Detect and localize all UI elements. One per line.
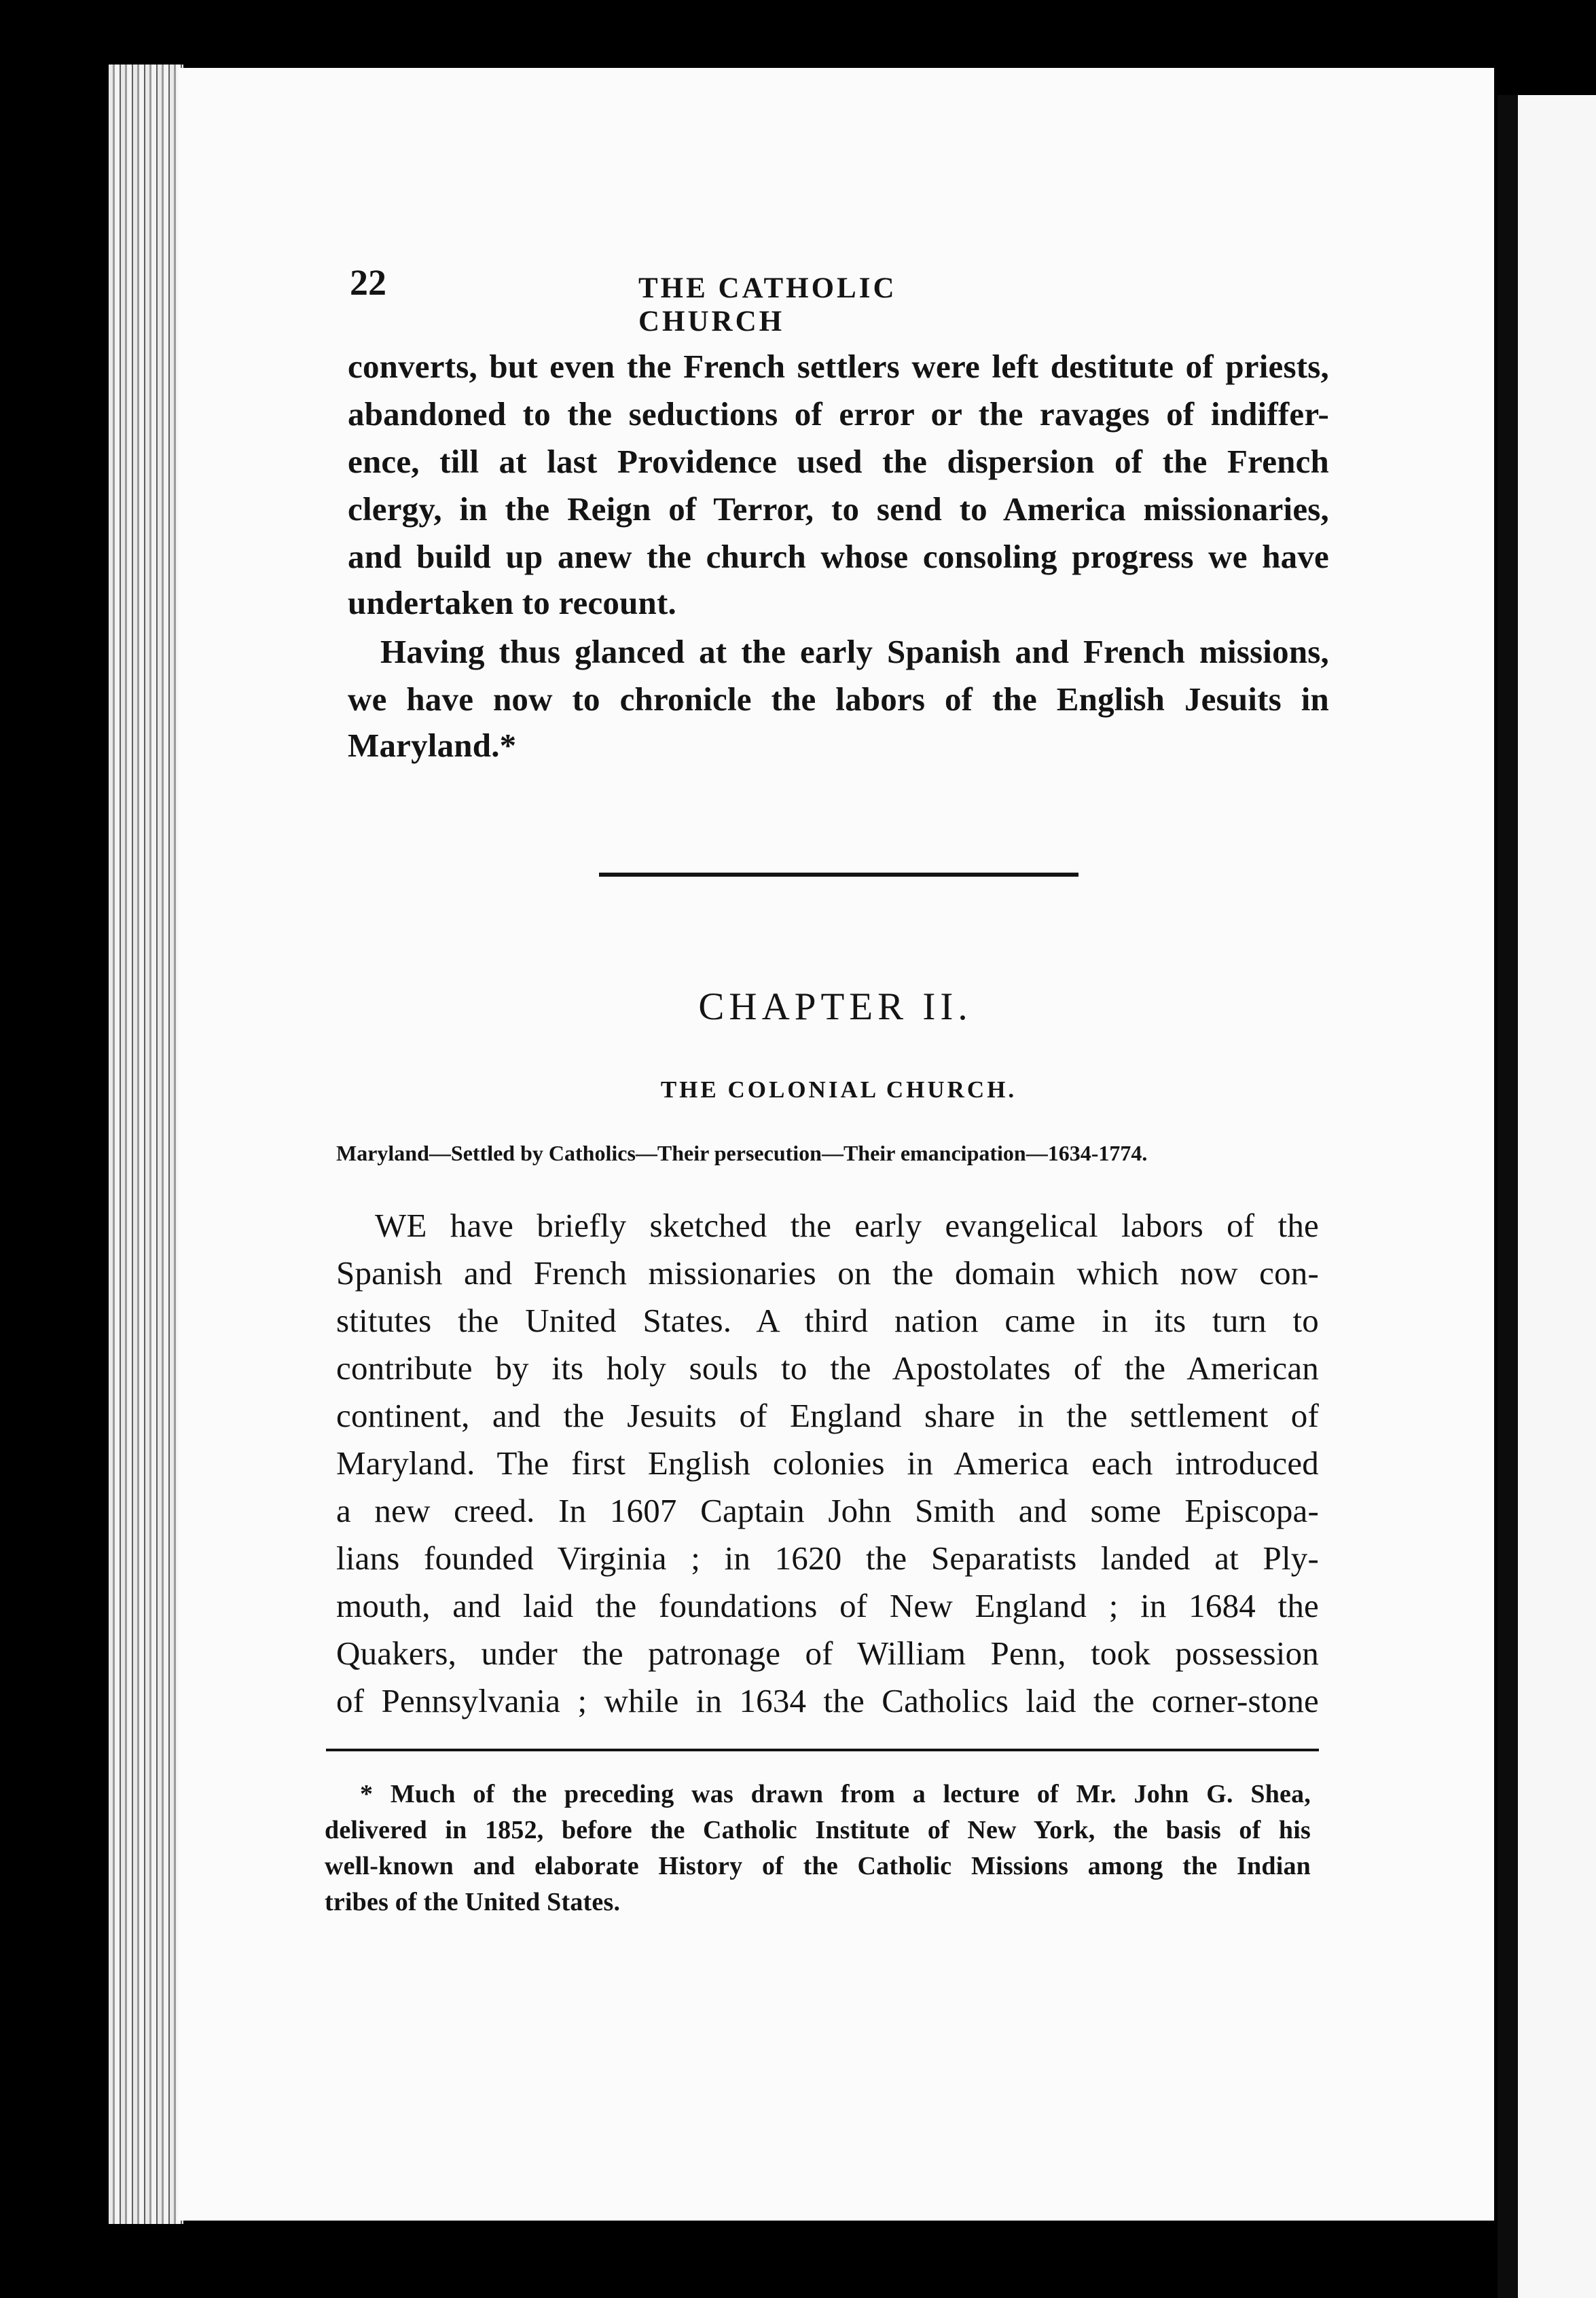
chapter-line: lians founded Virginia ; in 1620 the Separatists landed at Ply-: [336, 1539, 1319, 1577]
closing-line: we have now to chronicle the labors of the English Jesuits in: [348, 680, 1329, 718]
footnote-line: well-known and elaborate History of the Catholic Missions among the Indian: [325, 1852, 1311, 1880]
chapter-line: of Pennsylvania ; while in 1634 the Catholics laid the corner-stone: [336, 1682, 1319, 1719]
intro-line: and build up anew the church whose consoling progress we have: [348, 538, 1329, 575]
closing-line: Maryland.*: [348, 727, 517, 764]
chapter-line: stitutes the United States. A third nation came in its turn to: [336, 1302, 1319, 1339]
chapter-line: WE have briefly sketched the early evangelical labors of the: [375, 1207, 1319, 1244]
intro-line: ence, till at last Providence used the dispersion of the French: [348, 443, 1329, 480]
intro-line: abandoned to the seductions of error or the ravages of indiffer-: [348, 395, 1329, 433]
facing-page-edge: [1498, 95, 1596, 2298]
footnote-line: * Much of the preceding was drawn from a lecture of Mr. John G. Shea,: [360, 1780, 1311, 1808]
chapter-line: Quakers, under the patronage of William Penn, took possession: [336, 1635, 1319, 1672]
page-number: 22: [350, 262, 386, 303]
chapter-title: THE COLONIAL CHURCH.: [660, 1076, 1017, 1103]
intro-line: converts, but even the French settlers were left destitute of priests,: [348, 348, 1329, 385]
footnote-line: delivered in 1852, before the Catholic Institute of New York, the basis of his: [325, 1816, 1311, 1844]
footnote-line: tribes of the United States.: [325, 1888, 621, 1916]
running-head: THE CATHOLIC CHURCH: [638, 272, 897, 338]
chapter-argument: Maryland—Settled by Catholics—Their persecution—Their emancipation—1634-1774.: [336, 1141, 1148, 1165]
chapter-line: mouth, and laid the foundations of New England ; in 1684 the: [336, 1587, 1319, 1624]
book-spine-edge: [109, 65, 183, 2224]
chapter-line: Spanish and French missionaries on the domain which now con-: [336, 1254, 1319, 1292]
chapter-line: a new creed. In 1607 Captain John Smith and some Episcopa-: [336, 1492, 1319, 1529]
chapter-line: contribute by its holy souls to the Apostolates of the American: [336, 1349, 1319, 1387]
chapter-line: Maryland. The first English colonies in America each introduced: [336, 1444, 1319, 1482]
footnote-rule: [326, 1749, 1319, 1751]
intro-line: clergy, in the Reign of Terror, to send to America missionaries,: [348, 490, 1329, 528]
chapter-heading: CHAPTER II.: [698, 985, 973, 1028]
section-divider-rule: [599, 873, 1078, 877]
intro-line: undertaken to recount.: [348, 584, 676, 621]
closing-line: Having thus glanced at the early Spanish and French missions,: [380, 633, 1329, 670]
chapter-line: continent, and the Jesuits of England share in the settlement of: [336, 1397, 1319, 1434]
